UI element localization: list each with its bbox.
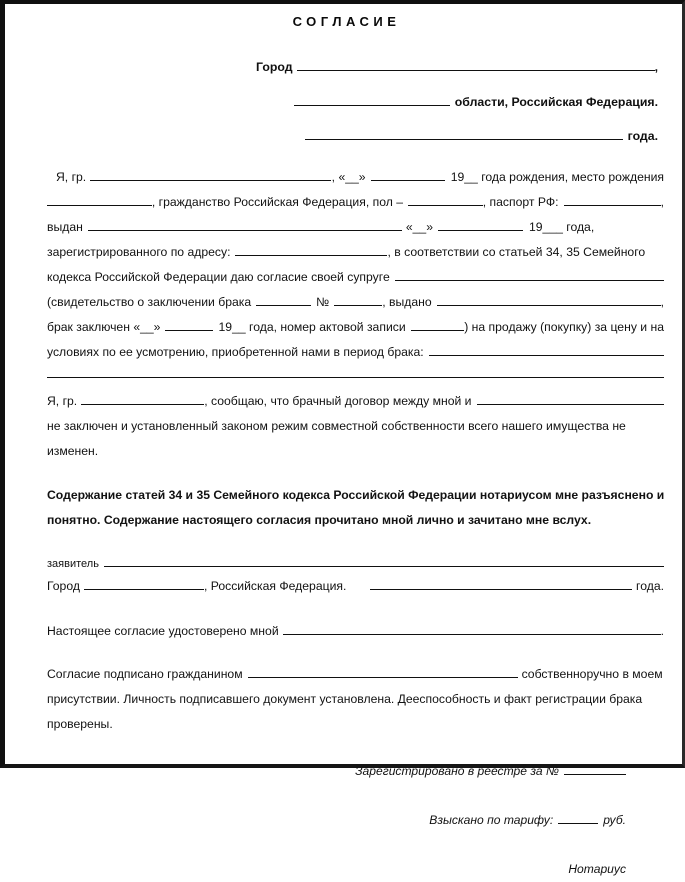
- city-input-line[interactable]: [297, 59, 655, 71]
- p1-address-line[interactable]: [235, 244, 387, 256]
- p1-l6-label-d: ,: [660, 294, 664, 309]
- p1-l6-label-c: , выдано: [382, 294, 432, 309]
- tariff-label-a: Взыскано по тарифу:: [429, 812, 554, 827]
- p1-cert-number-line[interactable]: [334, 294, 382, 306]
- registry-line: [47, 759, 626, 784]
- property-description-rule[interactable]: [47, 377, 664, 378]
- signed-by-l3-text: проверены.: [47, 716, 113, 731]
- p1-l5-label-a: кодекса Российской Федерации даю согласие своей супруге: [47, 269, 390, 284]
- p2-l1-label-a: Я, гр.: [47, 393, 78, 408]
- signature-city-line: [47, 575, 664, 597]
- document-sheet: [5, 4, 682, 876]
- paragraph-prenup: [47, 389, 664, 464]
- p1-fullname-line[interactable]: [90, 169, 330, 181]
- p2-line-2: [47, 414, 664, 439]
- tariff-label-b: руб.: [603, 812, 626, 827]
- region-input-line[interactable]: [294, 93, 450, 105]
- p1-l8-label-a: условиях по ее усмотрению, приобретенной нами в период брака:: [47, 344, 424, 359]
- signature-federation-text: , Российская Федерация.: [203, 578, 347, 593]
- p1-line-2: [47, 190, 664, 215]
- applicant-label: заявитель: [47, 557, 99, 570]
- p1-l4-label-b: , в соответствии со статьей 34, 35 Семейного: [387, 244, 646, 259]
- document-body: [5, 165, 682, 882]
- p1-issue-month-line[interactable]: [438, 219, 523, 231]
- city-label: Город: [256, 60, 293, 75]
- p1-line-6: [47, 290, 664, 315]
- p2-l1-label-b: , сообщаю, что брачный договор между мной и: [204, 393, 472, 408]
- p1-l3-label-b: «__»: [405, 219, 433, 234]
- p1-l2-label-c: ,: [660, 194, 664, 209]
- registry-label: Зарегистрировано в реестре за №: [355, 763, 559, 778]
- p1-l6-label-a: (свидетельство о заключении брака: [47, 294, 252, 309]
- header-city-line: [5, 59, 658, 74]
- p1-issued-by-line[interactable]: [88, 219, 402, 231]
- p1-l6-label-b: №: [316, 294, 330, 309]
- p1-spouse-line[interactable]: [395, 269, 664, 281]
- statutes-notice: [47, 483, 664, 533]
- signature-city-label: Город: [47, 578, 80, 593]
- signed-by-label-a: Согласие подписано гражданином: [47, 666, 243, 681]
- tariff-amount-line[interactable]: [558, 812, 598, 824]
- certified-by-period: .: [660, 623, 664, 638]
- statutes-line-1: [47, 483, 664, 508]
- signature-block: [47, 553, 664, 597]
- city-comma: ,: [654, 60, 658, 75]
- p1-cert-issued-line[interactable]: [437, 294, 661, 306]
- p1-l1-label-a: Я, гр.: [56, 169, 87, 184]
- signed-by-line-3: [47, 712, 664, 737]
- signed-by-line-2: [47, 687, 664, 712]
- page-title: СОГЛАСИЕ: [292, 14, 401, 29]
- p2-spouse-line[interactable]: [477, 393, 665, 405]
- header-date-line: [5, 128, 658, 143]
- p2-name-line[interactable]: [81, 393, 204, 405]
- paragraph-declarant: [47, 165, 664, 365]
- p1-l3-label-a: выдан: [47, 219, 83, 234]
- signed-by-citizen-line[interactable]: [248, 666, 518, 678]
- signature-date-suffix: года.: [636, 578, 664, 593]
- p1-l2-label-a: , гражданство Российская Федерация, пол –: [151, 194, 403, 209]
- signed-by-label-b: собственноручно в моем: [521, 666, 663, 681]
- p1-l7-label-b: 19__ года, номер актовой записи: [218, 319, 406, 334]
- p2-l2-text: не заключен и установленный законом режим совместной собственности всего нашего имущества не: [47, 418, 626, 433]
- p1-marriage-month-line[interactable]: [165, 319, 212, 331]
- p1-birth-month-line[interactable]: [371, 169, 445, 181]
- p1-line-8: [47, 340, 664, 365]
- p1-line-4: [47, 240, 664, 265]
- certified-by-line: [47, 619, 664, 644]
- notary-line: [47, 857, 626, 882]
- p1-property-line[interactable]: [429, 344, 664, 356]
- p2-l3-text: изменен.: [47, 443, 99, 458]
- signature-city-input-line[interactable]: [84, 578, 204, 590]
- statutes-l2-text: понятно. Содержание настоящего согласия прочитано мной лично и зачитано мне вслух.: [47, 512, 592, 527]
- applicant-line: [47, 553, 664, 575]
- p1-line-5: [47, 265, 664, 290]
- p1-l7-label-c: ) на продажу (покупку) за цену и на: [464, 319, 664, 334]
- p1-line-3: [47, 215, 664, 240]
- p1-cert-series-line[interactable]: [256, 294, 311, 306]
- notary-footer: [47, 759, 664, 882]
- statutes-l1-text: Содержание статей 34 и 35 Семейного кодекса Российской Федерации нотариусом мне разъяснено и: [47, 487, 665, 502]
- p1-line-1: [47, 165, 664, 190]
- signed-by-line-1: [47, 662, 664, 687]
- certified-by-input-line[interactable]: [283, 623, 661, 635]
- region-suffix: области, Российская Федерация.: [454, 94, 658, 109]
- p1-l1-label-b: , «__»: [331, 169, 366, 184]
- p1-l3-label-c: 19___ года,: [528, 219, 595, 234]
- date-input-line[interactable]: [305, 128, 623, 140]
- p1-l7-label-a: брак заключен «__»: [47, 319, 161, 334]
- statutes-line-2: [47, 508, 664, 533]
- p2-line-1: [47, 389, 664, 414]
- date-suffix: года.: [627, 128, 658, 143]
- p2-line-3: [47, 439, 664, 464]
- signed-by-l2-text: присутствии. Личность подписавшего документ установлена. Дееспособность и факт регистрации брака: [47, 691, 643, 706]
- tariff-line: [47, 808, 626, 833]
- registry-number-line[interactable]: [564, 763, 626, 775]
- notary-label: Нотариус: [568, 861, 626, 876]
- signed-by-block: [47, 662, 664, 737]
- p1-passport-line[interactable]: [564, 194, 661, 206]
- header-region-line: [5, 93, 658, 108]
- p1-line-7: [47, 315, 664, 340]
- applicant-signature-line[interactable]: [104, 555, 664, 567]
- certification-block: [47, 619, 664, 644]
- p1-l1-label-c: 19__ года рождения, место рождения: [450, 169, 664, 184]
- p1-l4-label-a: зарегистрированного по адресу:: [47, 244, 231, 259]
- p1-gender-line[interactable]: [408, 194, 483, 206]
- p1-l2-label-b: , паспорт РФ:: [482, 194, 559, 209]
- p1-act-record-line[interactable]: [411, 319, 465, 331]
- signature-date-line[interactable]: [370, 578, 632, 590]
- certified-by-label: Настоящее согласие удостоверено мной: [47, 623, 279, 638]
- p1-birthplace-line[interactable]: [47, 194, 152, 206]
- document-header: [5, 59, 682, 143]
